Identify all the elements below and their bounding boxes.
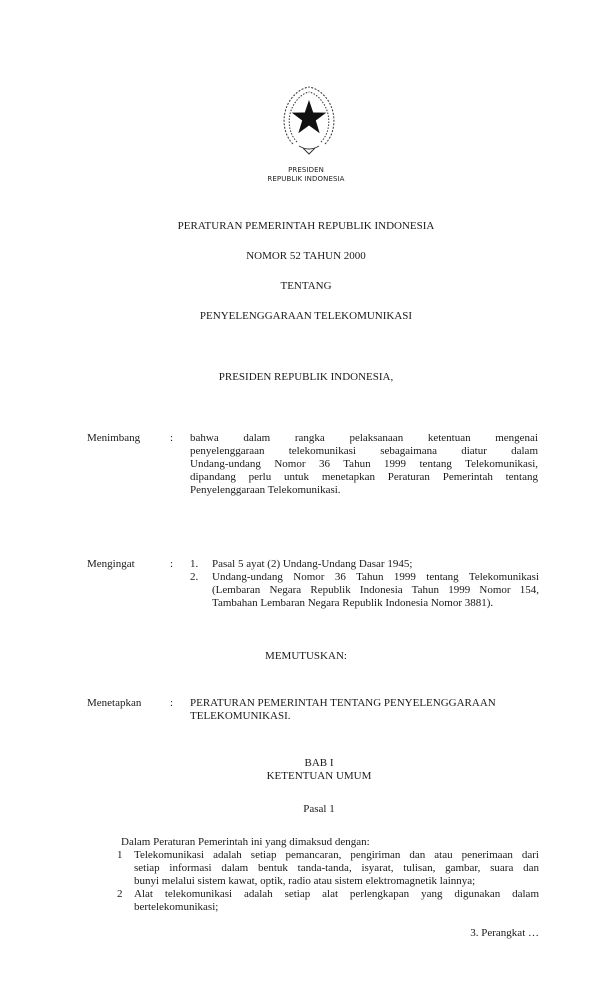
document-tentang: TENTANG: [280, 280, 332, 292]
menimbang-line: Penyelenggaraan Telekomunikasi.: [190, 484, 341, 496]
bab-title: KETENTUAN UMUM: [266, 770, 372, 782]
memutuskan-heading: MEMUTUSKAN:: [265, 650, 347, 662]
document-title: PERATURAN PEMERINTAH REPUBLIK INDONESIA: [177, 220, 435, 232]
bab-number: BAB I: [304, 757, 334, 769]
menimbang-text: [190, 432, 538, 497]
mengingat-item: [212, 558, 539, 571]
garuda-star-emblem-icon: [279, 82, 339, 162]
mengingat-label: Mengingat: [87, 558, 135, 570]
menimbang-label: Menimbang: [87, 432, 141, 444]
menimbang-line: dipandang perlu untuk menetapkan Peraturan Pemerintah tentang: [190, 471, 538, 483]
mengingat-item-number: 2.: [190, 571, 199, 583]
mengingat-item-line: Undang-undang Nomor 36 Tahun 1999 tentang Telekomunikasi: [212, 571, 539, 583]
definition-line: bunyi melalui sistem kawat, optik, radio atau sistem elektromagnetik lainnya;: [134, 875, 476, 887]
mengingat-item-line: Tambahan Lembaran Negara Republik Indonesia Nomor 3881).: [212, 597, 494, 609]
page-continuation: 3. Perangkat …: [470, 927, 539, 939]
menetapkan-line: TELEKOMUNIKASI.: [190, 710, 291, 722]
menetapkan-label: Menetapkan: [87, 697, 142, 709]
emblem-caption-presiden: PRESIDEN: [288, 166, 324, 174]
menimbang-line: Undang-undang Nomor 36 Tahun 1999 tentang Telekomunikasi,: [190, 458, 538, 470]
mengingat-colon: :: [170, 558, 174, 570]
mengingat-item: [212, 571, 539, 610]
document-subject: PENYELENGGARAAN TELEKOMUNIKASI: [199, 310, 413, 322]
menetapkan-colon: :: [170, 697, 174, 709]
mengingat-item-number: 1.: [190, 558, 199, 570]
definition-item: [134, 888, 539, 914]
menimbang-colon: :: [170, 432, 174, 444]
menimbang-line: penyelenggaraan telekomunikasi sebagaimana diatur dalam: [190, 445, 538, 457]
mengingat-item-line: (Lembaran Negara Republik Indonesia Tahun 1999 Nomor 154,: [212, 584, 539, 596]
emblem-caption-republik: REPUBLIK INDONESIA: [267, 175, 345, 183]
definition-line: bertelekomunikasi;: [134, 901, 219, 913]
pasal-intro: Dalam Peraturan Pemerintah ini yang dimaksud dengan:: [121, 836, 370, 848]
menetapkan-line: PERATURAN PEMERINTAH TENTANG PENYELENGGARAAN: [190, 697, 496, 709]
document-number: NOMOR 52 TAHUN 2000: [246, 250, 366, 262]
definition-line: setiap informasi dalam bentuk tanda-tanda, isyarat, tulisan, gambar, suara dan: [134, 862, 539, 874]
definition-item: [134, 849, 539, 888]
definition-number: 2: [117, 888, 123, 900]
definition-number: 1: [117, 849, 123, 861]
issuer-heading: PRESIDEN REPUBLIK INDONESIA,: [218, 371, 394, 383]
definition-line: Telekomunikasi adalah setiap pemancaran, pengiriman dan atau penerimaan dari: [134, 849, 539, 861]
menimbang-line: bahwa dalam rangka pelaksanaan ketentuan mengenai: [190, 432, 538, 444]
pasal-title: Pasal 1: [303, 803, 335, 815]
definition-line: Alat telekomunikasi adalah setiap alat perlengkapan yang digunakan dalam: [134, 888, 539, 900]
menetapkan-text: [190, 697, 538, 723]
mengingat-item-line: Pasal 5 ayat (2) Undang-Undang Dasar 1945;: [212, 558, 413, 570]
